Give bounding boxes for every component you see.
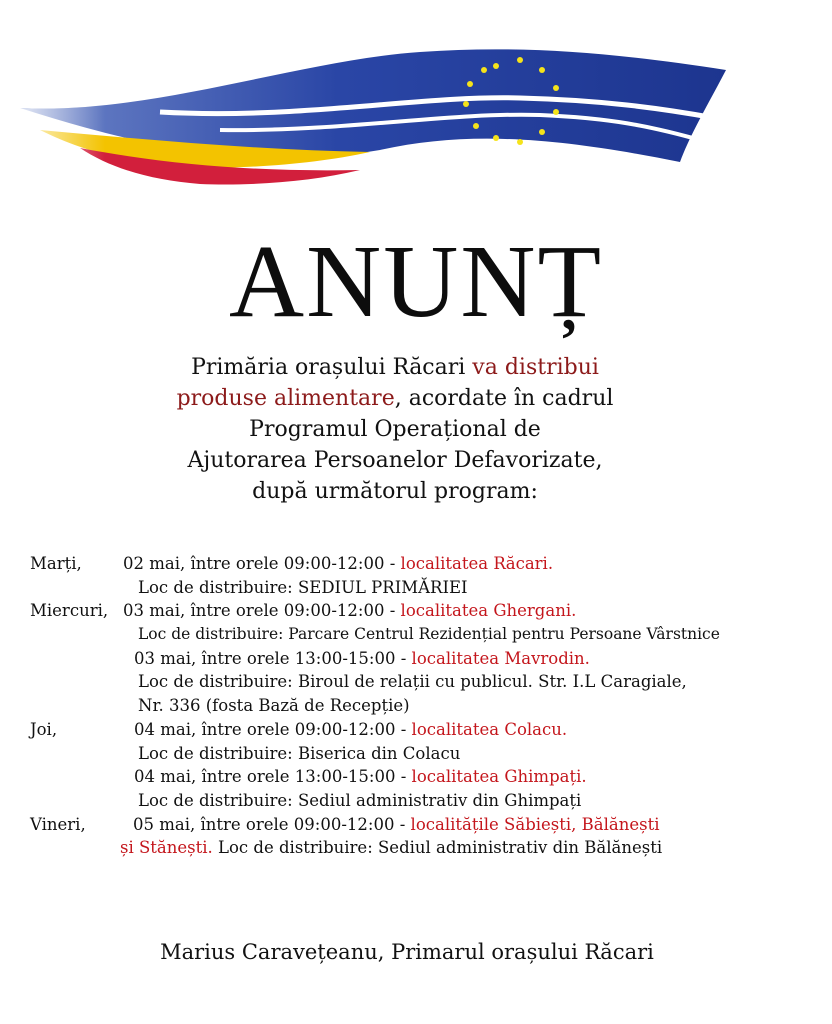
intro-text-2: , acordate în cadrul <box>394 386 614 411</box>
schedule-text: Nr. 336 (fosta Bază de Recepție) <box>138 696 410 716</box>
star-icon <box>517 57 523 63</box>
day-label: Vineri, <box>30 814 86 834</box>
schedule-line <box>30 552 820 576</box>
mayor-signature: Marius Caravețeanu, Primarul orașului Răcari <box>160 940 654 964</box>
schedule-text: 05 mai, între orele 09:00-12:00 - localitățile Săbiești, Bălănești <box>133 814 660 834</box>
announcement-title: ANUNȚ <box>229 224 603 339</box>
locality: localitățile Săbiești, Bălănești <box>410 814 660 834</box>
star-icon <box>493 135 499 141</box>
intro-line-3: Programul Operațional de <box>249 417 541 442</box>
schedule-text: 03 mai, între orele 09:00-12:00 - localitatea Ghergani. <box>123 601 577 621</box>
star-icon <box>539 129 545 135</box>
schedule-line <box>30 623 820 647</box>
schedule-text: Loc de distribuire: Biserica din Colacu <box>138 743 461 763</box>
locality: localitatea Colacu. <box>411 719 568 739</box>
schedule-text: 03 mai, între orele 13:00-15:00 - localitatea Mavrodin. <box>134 648 590 668</box>
schedule-text: 02 mai, între orele 09:00-12:00 - localitatea Răcari. <box>123 554 554 573</box>
schedule-line <box>30 742 820 766</box>
intro-line-5: după următorul program: <box>252 479 538 504</box>
schedule-line <box>30 789 820 813</box>
schedule-line <box>30 694 820 718</box>
schedule-line <box>30 599 820 623</box>
schedule-line <box>30 670 820 694</box>
star-icon <box>553 109 559 115</box>
star-icon <box>517 139 523 145</box>
locality: localitatea Ghimpați. <box>411 767 587 787</box>
schedule-text: Loc de distribuire: SEDIUL PRIMĂRIEI <box>138 577 468 597</box>
schedule-text: Loc de distribuire: Parcare Centrul Rezidențial pentru Persoane Vârstnice <box>138 625 720 644</box>
schedule-text: și Stănești. Loc de distribuire: Sediul administrativ din Bălănești <box>120 838 663 858</box>
schedule-line <box>30 813 820 837</box>
eu-romania-flag-logo <box>0 0 832 230</box>
star-icon <box>493 63 499 69</box>
schedule-line <box>30 836 820 860</box>
star-icon <box>539 67 545 73</box>
day-label: Miercuri, <box>30 601 109 621</box>
schedule-text: 04 mai, între orele 13:00-15:00 - localitatea Ghimpați. <box>134 767 587 787</box>
schedule-line <box>30 765 820 789</box>
locality: localitatea Mavrodin. <box>411 648 590 668</box>
locality: și Stănești. <box>120 838 213 858</box>
intro-highlight-1: va distribui <box>472 355 599 380</box>
day-label: Marți, <box>30 554 82 573</box>
schedule-line <box>30 718 820 742</box>
schedule-text: Loc de distribuire: Biroul de relații cu publicul. Str. I.L Caragiale, <box>138 672 687 692</box>
schedule-text: 04 mai, între orele 09:00-12:00 - localitatea Colacu. <box>134 719 568 739</box>
distribution-schedule <box>30 552 820 860</box>
star-icon <box>467 81 473 87</box>
schedule-line <box>30 647 820 671</box>
intro-text-1: Primăria orașului Răcari <box>191 355 473 380</box>
intro-highlight-2: produse alimentare <box>176 386 395 411</box>
day-label: Joi, <box>30 719 58 739</box>
intro-paragraph <box>100 352 690 507</box>
star-icon <box>463 101 469 107</box>
star-icon <box>481 67 487 73</box>
star-icon <box>473 123 479 129</box>
star-icon <box>553 85 559 91</box>
locality: localitatea Ghergani. <box>400 601 577 621</box>
intro-line-4: Ajutorarea Persoanelor Defavorizate, <box>187 448 603 473</box>
schedule-line <box>30 576 820 600</box>
locality: localitatea Răcari. <box>400 554 554 573</box>
schedule-text: Loc de distribuire: Sediul administrativ din Ghimpați <box>138 790 582 810</box>
